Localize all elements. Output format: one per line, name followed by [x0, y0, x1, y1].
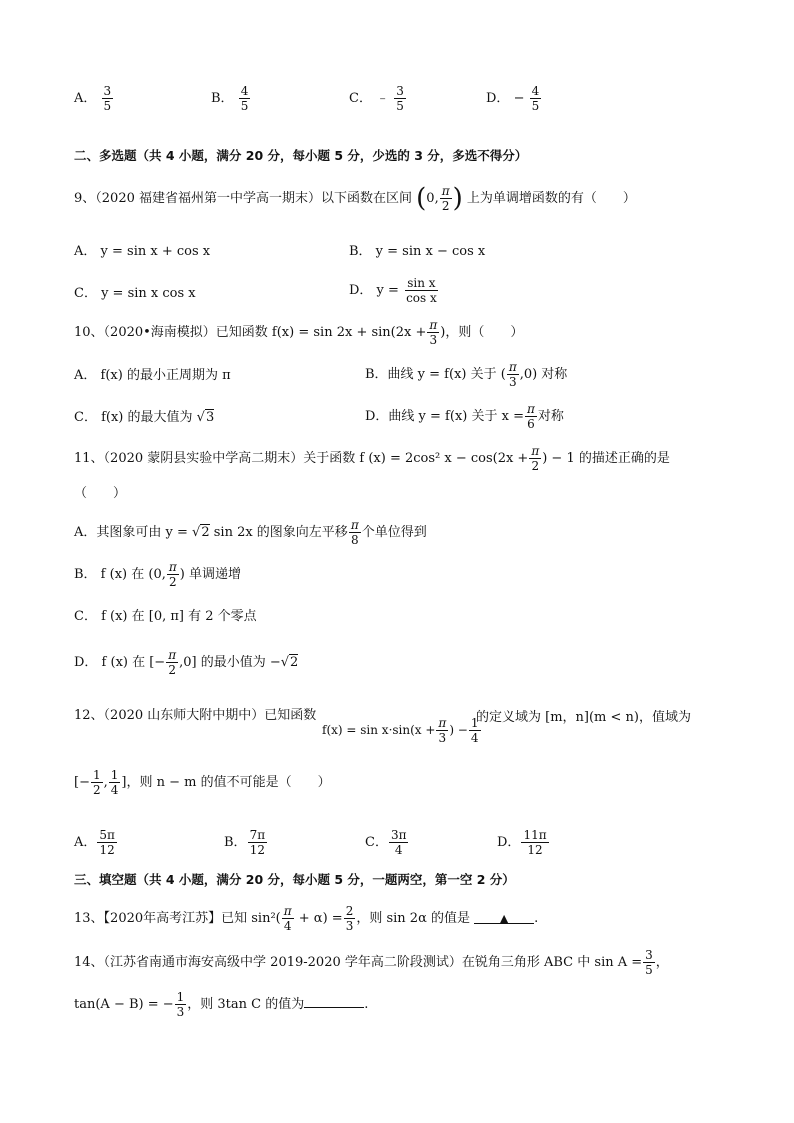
numerator: π [508, 360, 517, 374]
fraction [344, 904, 356, 933]
q8-option-c[interactable] [349, 84, 407, 113]
q10-stem-tail: )，则（ ） [440, 325, 524, 340]
paren-left: ( [416, 183, 427, 214]
fraction [530, 84, 542, 113]
fraction [440, 184, 452, 213]
q8-option-a[interactable] [74, 84, 114, 113]
numerator: 4 [240, 84, 249, 98]
q11-stem-tail: ) − 1 的描述正确的是 [542, 451, 670, 466]
denominator: 12 [249, 843, 265, 857]
q14-line2-tail: ，则 3tan C 的值为 [187, 997, 305, 1012]
option-text-tail: ,0) 对称 [519, 367, 568, 382]
q12-stem-text: 12、（2020 山东师大附中期中）已知函数 [74, 708, 317, 723]
q14-line2 [74, 990, 368, 1019]
sign: ﹣ [376, 91, 390, 106]
sign: − [513, 91, 525, 106]
q12-stem-tail: 的定义域为 [m，n](m < n)，值域为 [476, 710, 691, 725]
q9-stem [74, 184, 636, 213]
radicand: 2 [290, 655, 299, 670]
fraction [436, 716, 448, 745]
q9-stem-tail: 上为单调增函数的有（ ） [466, 191, 636, 206]
q10-option-b[interactable] [365, 360, 567, 389]
fraction [394, 84, 406, 113]
denominator: 5 [645, 963, 653, 977]
numerator: 2 [345, 904, 354, 918]
denominator: 3 [508, 375, 517, 389]
fraction [521, 828, 548, 857]
denominator: 2 [92, 783, 101, 797]
q13-text: 13、【2020年高考江苏】已知 sin²( [74, 911, 281, 926]
fraction [643, 948, 655, 977]
option-text: C． f(x) 的最大值为 [74, 410, 197, 425]
answer-blank[interactable] [304, 993, 364, 1008]
denominator: 5 [240, 99, 249, 113]
fraction [507, 360, 519, 389]
fraction [175, 990, 187, 1019]
q12-line2 [74, 768, 331, 797]
numerator: π [441, 184, 450, 198]
denominator: 12 [527, 843, 543, 857]
numerator: 3 [396, 84, 404, 98]
period: . [364, 997, 369, 1012]
q8-option-b[interactable] [211, 84, 251, 113]
paren-right: ) [452, 183, 463, 214]
option-text-tail: 对称 [537, 409, 564, 424]
option-label: A． [74, 835, 97, 850]
range-comma: , [103, 775, 108, 790]
q11-option-a[interactable]: A．其图象可由 y = √2 sin 2x 的图象向左平移 $\frac{\pi}{8}$ 个单位得到 [74, 518, 427, 547]
denominator: 3 [176, 1005, 185, 1019]
denominator: 4 [470, 731, 479, 745]
fraction [282, 904, 294, 933]
section3-title: 三、填空题（共 4 小题，满分 20 分，每小题 5 分，一题两空，第一空 2 分） [74, 872, 515, 887]
interval-left: 0, [426, 191, 439, 206]
option-text: D． f (x) 在 [− [74, 655, 166, 670]
q13-text-mid: + α) = [294, 911, 343, 926]
fraction [248, 828, 268, 857]
numerator: 1 [110, 768, 119, 782]
fraction [239, 84, 251, 113]
denominator: 5 [396, 99, 404, 113]
option-label: D． [486, 91, 510, 106]
function-text-mid: ) − [449, 723, 468, 737]
denominator: 3 [438, 731, 447, 745]
fraction [97, 828, 117, 857]
numerator: π [429, 318, 438, 332]
denominator: 4 [110, 783, 119, 797]
q9-option-a[interactable]: A． y = sin x + cos x [74, 244, 211, 259]
option-text: B． f (x) 在 (0, [74, 567, 166, 582]
q11-option-c[interactable]: C． f (x) 在 [0, π] 有 2 个零点 [74, 609, 257, 624]
denominator: 3 [429, 333, 438, 347]
q12-stem [74, 706, 316, 726]
option-label: B． [211, 91, 234, 106]
q14-line2-text: tan(A − B) = − [74, 997, 174, 1012]
q9-option-b[interactable]: B． y = sin x − cos x [349, 244, 486, 259]
q12-option-d[interactable] [497, 828, 550, 857]
q10-stem [74, 318, 523, 347]
q13-stem [74, 904, 538, 933]
q11-stem-text: 11、（2020 蒙阴县实验中学高二期末）关于函数 f (x) = 2cos² x − cos(2x + [74, 451, 529, 466]
fraction [167, 560, 179, 589]
option-text-mid: ,0] 的最小值为 − [179, 655, 281, 670]
fraction [109, 768, 121, 797]
range-close: ] [121, 775, 127, 790]
fraction [166, 648, 178, 677]
numerator: 5π [99, 828, 115, 842]
q11-option-d[interactable]: D． f (x) 在 [− $\frac{\pi}{2}$ ,0] 的最小值为 −√2 [74, 648, 299, 677]
denominator: 2 [168, 575, 177, 589]
q10-stem-text: 10、（2020•海南模拟）已知函数 f(x) = sin 2x + sin(2x + [74, 325, 427, 340]
option-label: C． [349, 91, 372, 106]
denominator: cos x [406, 291, 437, 305]
q14-text: 14、（江苏省南通市海安高级中学 2019-2020 学年高二阶段测试）在锐角三角形 ABC 中 sin A = [74, 955, 643, 970]
numerator: π [350, 518, 359, 532]
numerator: 1 [176, 990, 185, 1004]
denominator: 3 [345, 919, 354, 933]
q11-option-b[interactable] [74, 560, 241, 589]
option-label: A． [74, 91, 97, 106]
q12-option-c[interactable] [365, 828, 409, 857]
option-label: B． [224, 835, 247, 850]
q11-paren: （ ） [74, 486, 127, 501]
numerator: 7π [249, 828, 266, 842]
denominator: 2 [168, 663, 176, 677]
q12-option-a[interactable] [74, 828, 118, 857]
q11-stem [74, 444, 670, 473]
numerator: π [438, 716, 447, 730]
denominator: 5 [103, 99, 112, 113]
fraction [427, 318, 439, 347]
numerator: π [531, 444, 540, 458]
option-text: B．曲线 y = f(x) 关于 ( [365, 367, 506, 382]
option-label: C． [365, 835, 388, 850]
fraction [525, 402, 537, 431]
function-text: f(x) = sin x·sin(x + [322, 723, 436, 737]
option-text-mid: sin 2x 的图象向左平移 [209, 525, 348, 540]
q9-option-c[interactable]: C． y = sin x cos x [74, 286, 196, 301]
fraction [404, 276, 439, 305]
numerator: π [526, 402, 535, 416]
denominator: 4 [283, 919, 292, 933]
fraction [389, 828, 409, 857]
numerator: 3 [103, 84, 112, 98]
numerator: 3 [645, 948, 653, 962]
fraction [529, 444, 541, 473]
q12-line2-text: ，则 n − m 的值不可能是（ ） [126, 775, 331, 790]
period: . [534, 911, 539, 926]
denominator: 8 [350, 533, 359, 547]
q10-option-d[interactable] [365, 402, 564, 431]
q10-option-c[interactable]: C． f(x) 的最大值为 √3 [74, 410, 215, 425]
fraction [91, 768, 103, 797]
numerator: π [168, 648, 177, 662]
radicand: 2 [201, 525, 210, 540]
numerator: 3π [390, 828, 407, 842]
q10-option-a[interactable]: A． f(x) 的最小正周期为 π [74, 368, 231, 383]
option-text: D．曲线 y = f(x) 关于 x = [365, 409, 524, 424]
q9-stem-text: 9、（2020 福建省福州第一中学高一期末）以下函数在区间 [74, 191, 412, 206]
radicand: 3 [205, 410, 215, 425]
fraction [102, 84, 114, 113]
option-text: D． y = [349, 283, 399, 298]
denominator: 6 [527, 417, 535, 431]
numerator: π [283, 904, 292, 918]
section2-title: 二、多选题（共 4 小题，满分 20 分，每小题 5 分，少选的 3 分，多选不得分） [74, 148, 528, 163]
comma: ， [655, 955, 669, 970]
numerator: 1 [470, 716, 479, 730]
denominator: 12 [99, 843, 115, 857]
q8-option-d[interactable] [486, 84, 542, 113]
q12-function [322, 716, 482, 745]
range-text: [− [74, 775, 90, 790]
option-text-tail: ) 单调递增 [179, 567, 241, 582]
q14-stem [74, 948, 669, 977]
triangle-icon: ▲ [499, 912, 509, 925]
denominator: 2 [531, 459, 540, 473]
option-text: A．其图象可由 y = [74, 525, 193, 540]
answer-blank[interactable] [474, 909, 534, 924]
numerator: 4 [531, 84, 540, 98]
numerator: π [168, 560, 177, 574]
numerator: 1 [92, 768, 101, 782]
option-label: D． [497, 835, 521, 850]
numerator: sin x [407, 276, 436, 290]
option-text-tail: 个单位得到 [361, 525, 427, 540]
denominator: 5 [531, 99, 540, 113]
denominator: 4 [394, 843, 403, 857]
fraction [349, 518, 361, 547]
denominator: 2 [441, 199, 450, 213]
numerator: 11π [523, 828, 547, 842]
q13-text-tail: ，则 sin 2α 的值是 [356, 911, 470, 926]
q9-option-d[interactable] [349, 276, 440, 305]
q12-option-b[interactable] [224, 828, 268, 857]
